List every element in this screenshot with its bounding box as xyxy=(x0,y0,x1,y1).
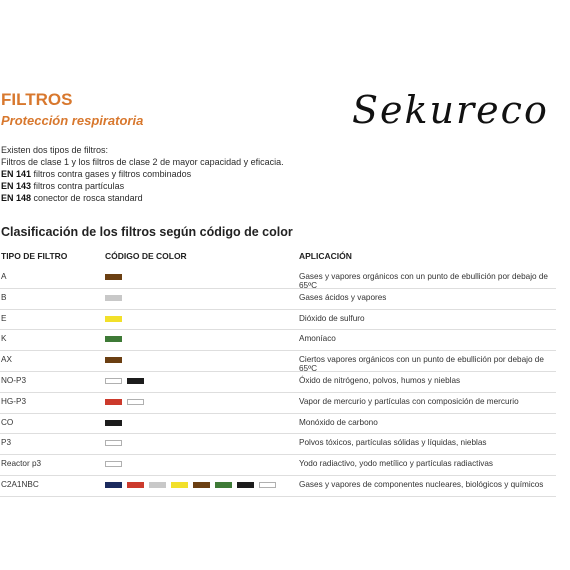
color-code xyxy=(105,336,122,342)
color-swatch xyxy=(105,482,122,488)
filter-application: Óxido de nitrógeno, polvos, humos y nieblas xyxy=(299,375,461,385)
table-row xyxy=(0,289,556,310)
filter-type: A xyxy=(1,272,7,281)
table-row xyxy=(0,414,556,435)
color-swatch xyxy=(127,378,144,384)
norm-code: EN 143 xyxy=(1,181,32,192)
color-swatch xyxy=(171,482,188,488)
filter-table xyxy=(0,244,556,497)
page-subtitle: Protección respiratoria xyxy=(1,113,144,128)
intro-line: Filtros de clase 1 y los filtros de clase 2 de mayor capacidad y eficacia. xyxy=(1,157,284,168)
color-code xyxy=(105,274,122,280)
filter-application: Ciertos vapores orgánicos con un punto de ebullición por debajo de 65ºC xyxy=(299,355,544,374)
norm-text: filtros contra partículas xyxy=(31,181,125,192)
filter-type: B xyxy=(1,292,7,302)
filter-type: CO xyxy=(1,417,14,427)
norm-code: EN 141 xyxy=(1,169,32,180)
color-code xyxy=(105,295,122,301)
color-code xyxy=(105,399,144,405)
header-type: TIPO DE FILTRO xyxy=(1,251,68,261)
table-row xyxy=(0,393,556,414)
table-row xyxy=(0,310,556,331)
color-code xyxy=(105,316,122,322)
filter-application: Gases y vapores de componentes nucleares, biológicos y químicos xyxy=(299,479,544,489)
color-code xyxy=(105,420,122,426)
color-swatch xyxy=(193,482,210,488)
table-row xyxy=(0,476,556,497)
color-code xyxy=(105,357,122,363)
page-title: FILTROS xyxy=(1,90,73,109)
filter-application: Dióxido de sulfuro xyxy=(299,313,365,323)
filter-type: P3 xyxy=(1,438,12,448)
table-header xyxy=(0,244,556,268)
color-swatch xyxy=(105,399,122,405)
color-code xyxy=(105,482,276,488)
filter-type: Reactor p3 xyxy=(1,459,42,469)
table-row xyxy=(0,372,556,393)
norm-text: conector de rosca standard xyxy=(31,193,143,204)
filter-type: E xyxy=(1,313,7,323)
filter-type: AX xyxy=(1,355,12,365)
color-swatch xyxy=(237,482,254,488)
table-row xyxy=(0,330,556,351)
filter-application: Yodo radiactivo, yodo metílico y partículas radiactivas xyxy=(299,459,494,469)
filter-type: NO-P3 xyxy=(1,375,27,385)
color-swatch xyxy=(127,399,144,405)
color-swatch xyxy=(105,420,122,426)
color-swatch xyxy=(105,378,122,384)
section-title: Clasificación de los filtros según código de color xyxy=(1,225,293,239)
filter-type: K xyxy=(1,334,7,344)
table-row xyxy=(0,268,556,289)
table-row xyxy=(0,351,556,372)
filter-type: HG-P3 xyxy=(1,396,27,406)
filter-application: Monóxido de carbono xyxy=(299,417,378,427)
norm-line xyxy=(1,192,284,204)
filter-application: Polvos tóxicos, partículas sólidas y líquidas, nieblas xyxy=(299,438,487,448)
color-swatch xyxy=(127,482,144,488)
filter-application: Gases y vapores orgánicos con un punto de ebullición por debajo de 65ºC xyxy=(299,272,548,290)
color-swatch xyxy=(105,461,122,467)
header-color: CÓDIGO DE COLOR xyxy=(105,251,187,261)
intro-line: Existen dos tipos de filtros: xyxy=(1,145,109,155)
color-code xyxy=(105,461,122,467)
color-swatch xyxy=(105,440,122,446)
color-swatch xyxy=(149,482,166,488)
norm-text: filtros contra gases y filtros combinados xyxy=(31,169,192,180)
header-application: APLICACIÓN xyxy=(299,251,352,261)
color-swatch xyxy=(215,482,232,488)
table-body xyxy=(0,268,556,497)
filter-application: Vapor de mercurio y partículas con composición de mercurio xyxy=(299,396,519,406)
table-row xyxy=(0,434,556,455)
filter-type: C2A1NBC xyxy=(1,479,39,489)
color-swatch xyxy=(105,357,122,363)
intro-text xyxy=(1,144,284,204)
table-row xyxy=(0,455,556,476)
norm-line xyxy=(1,180,284,192)
color-swatch xyxy=(105,295,122,301)
brand-logo: Sekureco xyxy=(352,88,549,132)
color-code xyxy=(105,378,144,384)
color-swatch xyxy=(105,316,122,322)
filter-application: Amoníaco xyxy=(299,334,336,344)
norm-line xyxy=(1,168,284,180)
norm-code: EN 148 xyxy=(1,193,32,204)
filter-application: Gases ácidos y vapores xyxy=(299,292,387,302)
color-swatch xyxy=(105,274,122,280)
color-swatch xyxy=(259,482,276,488)
color-swatch xyxy=(105,336,122,342)
color-code xyxy=(105,440,122,446)
